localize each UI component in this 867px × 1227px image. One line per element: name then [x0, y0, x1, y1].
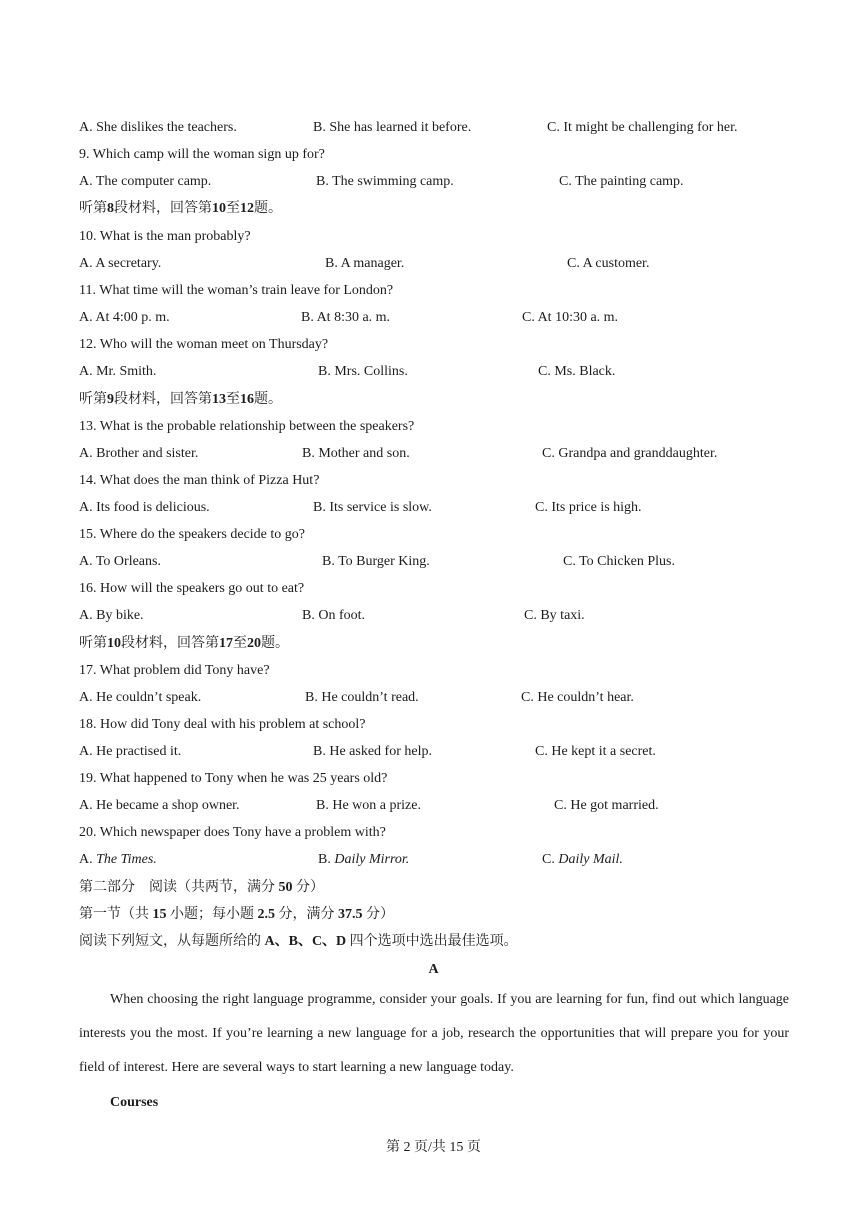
q10-option-a: A. A secretary. — [79, 256, 162, 271]
q16-stem: 16. How will the speakers go out to eat? — [79, 581, 305, 596]
q14-stem: 14. What does the man think of Pizza Hut? — [79, 473, 320, 488]
section-10-instruction: 听第10段材料，回答第17至20题。 — [79, 636, 289, 651]
q12-option-b: B. Mrs. Collins. — [318, 364, 408, 379]
page-footer: 第 2 页/共 15 页 — [386, 1140, 481, 1155]
q11-option-a: A. At 4:00 p. m. — [79, 310, 170, 325]
q13-option-b: B. Mother and son. — [302, 446, 410, 461]
q17-option-b: B. He couldn’t read. — [305, 690, 419, 705]
q13-option-c: C. Grandpa and granddaughter. — [542, 446, 718, 461]
q15-option-c: C. To Chicken Plus. — [563, 554, 675, 569]
q20-option-c: C. Daily Mail. — [542, 852, 623, 867]
q10-option-c: C. A customer. — [567, 256, 650, 271]
q12-option-a: A. Mr. Smith. — [79, 364, 157, 379]
passage-paragraph: When choosing the right language programme, consider your goals. If you are learning for fun, find out which language interests you the most. If you’re learning a new language for a job, research the opportunities that will prepare you for your field of interest. Here are several ways to start learning a new language today. — [79, 992, 789, 1075]
q11-option-b: B. At 8:30 a. m. — [301, 310, 391, 325]
q9-option-c: C. The painting camp. — [559, 174, 684, 189]
q15-option-b: B. To Burger King. — [322, 554, 430, 569]
q8-option-b: B. She has learned it before. — [313, 120, 472, 135]
q12-option-c: C. Ms. Black. — [538, 364, 616, 379]
reading-instruction: 阅读下列短文，从每题所给的 A、B、C、D 四个选项中选出最佳选项。 — [79, 934, 518, 949]
q9-option-b: B. The swimming camp. — [316, 174, 454, 189]
q9-option-a: A. The computer camp. — [79, 174, 212, 189]
q14-option-b: B. Its service is slow. — [313, 500, 432, 515]
q20-option-a: A. The Times. — [79, 852, 157, 867]
q16-option-b: B. On foot. — [302, 608, 365, 623]
q17-option-c: C. He couldn’t hear. — [521, 690, 634, 705]
q8-option-a: A. She dislikes the teachers. — [79, 120, 237, 135]
q13-option-a: A. Brother and sister. — [79, 446, 199, 461]
q20-option-b: B. Daily Mirror. — [318, 852, 410, 867]
q11-option-c: C. At 10:30 a. m. — [522, 310, 619, 325]
q19-option-a: A. He became a shop owner. — [79, 798, 240, 813]
q19-option-b: B. He won a prize. — [316, 798, 421, 813]
q15-option-a: A. To Orleans. — [79, 554, 161, 569]
q18-option-b: B. He asked for help. — [313, 744, 432, 759]
q20-stem: 20. Which newspaper does Tony have a problem with? — [79, 825, 386, 840]
part-2-heading: 第二部分 阅读（共两节，满分 50 分） — [79, 880, 324, 895]
courses-heading: Courses — [110, 1095, 159, 1110]
q9-stem: 9. Which camp will the woman sign up for? — [79, 147, 325, 162]
section-9-instruction: 听第9段材料，回答第13至16题。 — [79, 392, 282, 407]
q17-option-a: A. He couldn’t speak. — [79, 690, 202, 705]
section-1-heading: 第一节（共 15 小题；每小题 2.5 分，满分 37.5 分） — [79, 907, 394, 922]
passage-label: A — [428, 962, 439, 977]
q16-option-a: A. By bike. — [79, 608, 144, 623]
q8-option-c: C. It might be challenging for her. — [547, 120, 738, 135]
q18-stem: 18. How did Tony deal with his problem at school? — [79, 717, 366, 732]
q13-stem: 13. What is the probable relationship between the speakers? — [79, 419, 415, 434]
q15-stem: 15. Where do the speakers decide to go? — [79, 527, 305, 542]
q18-option-a: A. He practised it. — [79, 744, 182, 759]
q10-option-b: B. A manager. — [325, 256, 405, 271]
q14-option-c: C. Its price is high. — [535, 500, 642, 515]
q11-stem: 11. What time will the woman’s train leave for London? — [79, 283, 394, 298]
q19-option-c: C. He got married. — [554, 798, 659, 813]
q19-stem: 19. What happened to Tony when he was 25 years old? — [79, 771, 388, 786]
q16-option-c: C. By taxi. — [524, 608, 585, 623]
section-8-instruction: 听第8段材料，回答第10至12题。 — [79, 201, 282, 216]
q14-option-a: A. Its food is delicious. — [79, 500, 210, 515]
q10-stem: 10. What is the man probably? — [79, 229, 251, 244]
q17-stem: 17. What problem did Tony have? — [79, 663, 270, 678]
q12-stem: 12. Who will the woman meet on Thursday? — [79, 337, 329, 352]
q18-option-c: C. He kept it a secret. — [535, 744, 656, 759]
